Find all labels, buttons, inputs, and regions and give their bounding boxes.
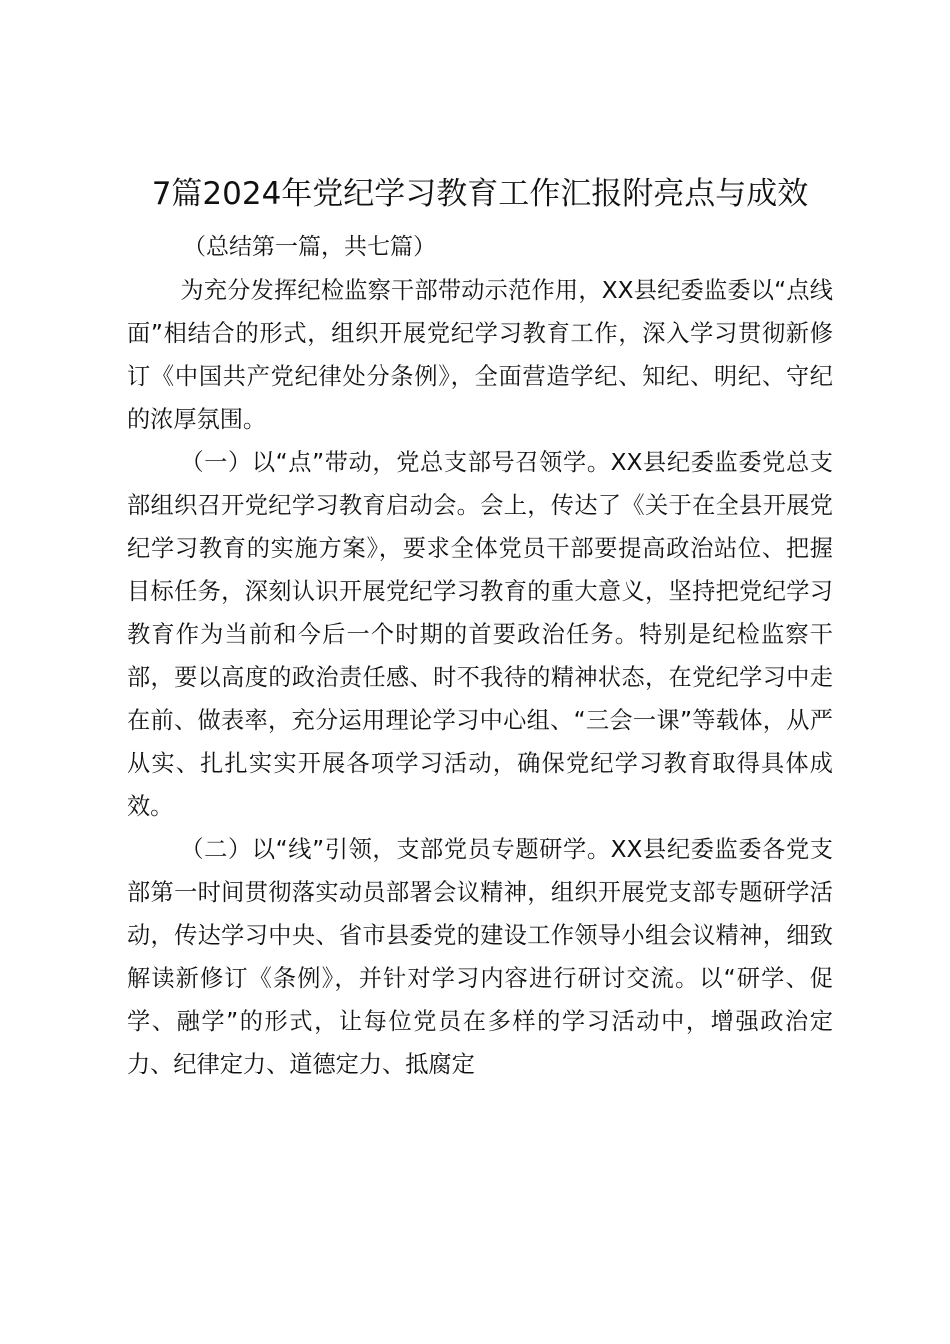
document-title: 7篇2024年党纪学习教育工作汇报附亮点与成效: [151, 176, 809, 212]
paragraph-section-two: （二）以“线”引领，支部党员专题研学。XX县纪委监委各党支部第一时间贯彻落实动员部署会议精神，组织开展党支部专题研学活动，传达学习中央、省市县委党的建设工作领导小组会议精神，细致解读新修订《条例》，并针对学习内容进行研讨交流。以“研学、促学、融学”的形式，让每位党员在多样的学习活动中，增强政治定力、纪律定力、道德定力、抵腐定: [127, 836, 833, 1078]
document-subtitle: （总结第一篇，共七篇）: [183, 234, 436, 260]
paragraph-intro: 为充分发挥纪检监察干部带动示范作用，XX县纪委监委以“点线面”相结合的形式，组织开展党纪学习教育工作，深入学习贯彻新修订《中国共产党纪律处分条例》，全面营造学纪、知纪、明纪、守纪的浓厚氛围。: [127, 277, 833, 433]
document-body: [127, 168, 833, 1086]
paragraph-section-one: （一）以“点”带动，党总支部号召领学。XX县纪委监委党总支部组织召开党纪学习教育启动会。会上，传达了《关于在全县开展党纪学习教育的实施方案》，要求全体党员干部要提高政治站位、把握目标任务，深刻认识开展党纪学习教育的重大意义，坚持把党纪学习教育作为当前和今后一个时期的首要政治任务。特别是纪检监察干部，要以高度的政治责任感、时不我待的精神状态，在党纪学习中走在前、做表率，充分运用理论学习中心组、“三会一课”等载体，从严从实、扎扎实实开展各项学习活动，确保党纪学习教育取得具体成效。: [127, 449, 833, 820]
